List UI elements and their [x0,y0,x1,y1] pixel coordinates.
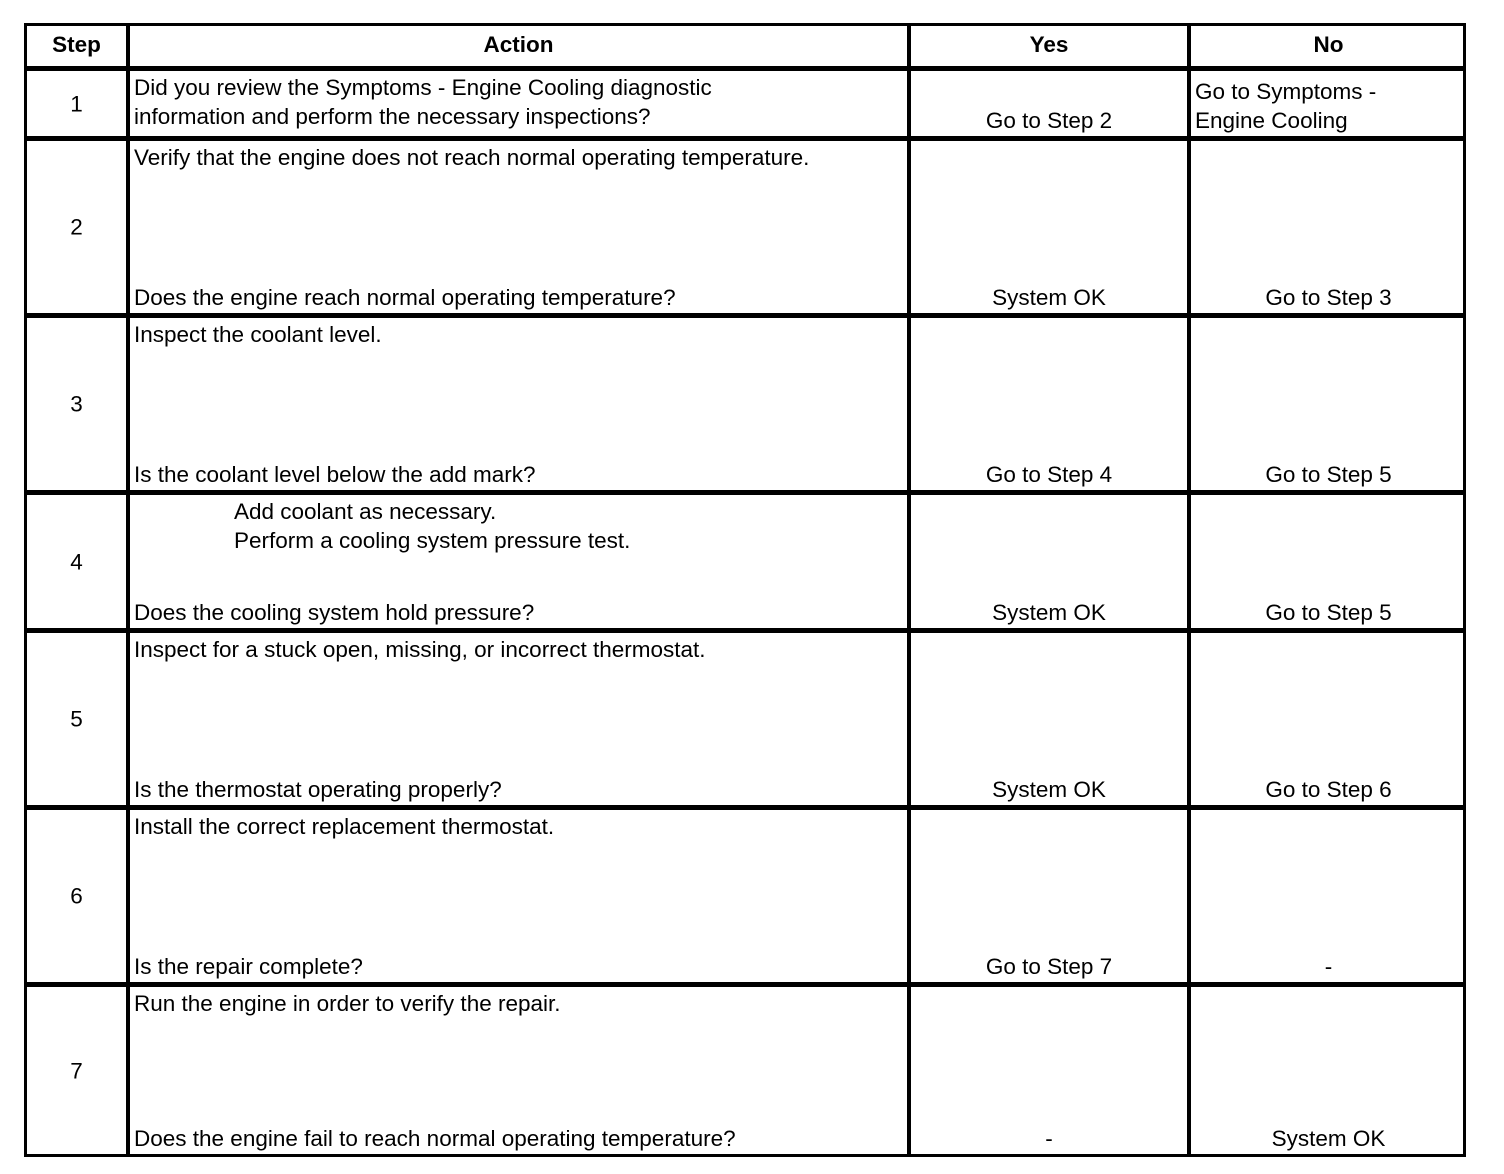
step-number: 4 [70,549,83,574]
action-instruction: Inspect for a stuck open, missing, or incorrect thermostat. [134,637,706,662]
no-cell [1187,495,1466,628]
yes-cell [907,495,1187,628]
action-cell [126,318,907,490]
no-cell [1187,141,1466,313]
no-cell [1187,318,1466,490]
action-instruction: Perform a cooling system pressure test. [234,528,631,553]
table-row [27,66,1463,136]
yes-result: System OK [992,777,1106,802]
action-line: information and perform the necessary inspections? [134,104,651,129]
header-no: No [1187,26,1466,66]
yes-result: System OK [992,285,1106,310]
table-row [27,313,1463,490]
action-line: Did you review the Symptoms - Engine Cooling diagnostic [134,75,712,100]
no-result: Go to Step 3 [1265,285,1392,310]
step-number: 5 [70,706,83,732]
step-cell [27,987,126,1154]
no-cell [1187,71,1466,136]
no-result: - [1324,954,1333,979]
table-row [27,490,1463,628]
no-cell [1187,987,1466,1154]
action-cell [126,633,907,805]
action-instruction: Verify that the engine does not reach normal operating temperature. [134,145,810,170]
yes-result: System OK [992,600,1106,625]
no-result: Go to Step 5 [1265,462,1392,487]
table-row [27,628,1463,805]
yes-result: Go to Step 2 [985,108,1113,133]
action-text [134,73,712,131]
action-question: Does the engine reach normal operating temperature? [134,285,676,310]
yes-cell [907,987,1187,1154]
table-row [27,136,1463,313]
yes-result: Go to Step 4 [985,462,1113,487]
step-cell [27,810,126,982]
yes-cell [907,633,1187,805]
yes-cell [907,810,1187,982]
step-cell [27,318,126,490]
no-result: Go to Step 5 [1265,600,1392,625]
yes-cell [907,141,1187,313]
header-step: Step [52,32,101,57]
no-result-line: Go to Symptoms - [1195,79,1377,104]
table-row [27,805,1463,982]
action-question: Is the thermostat operating properly? [134,777,502,802]
action-question: Does the cooling system hold pressure? [134,600,535,625]
action-cell [126,71,907,136]
table-row [27,982,1463,1154]
no-result [1195,77,1376,135]
yes-cell [907,71,1187,136]
no-result-line: Engine Cooling [1195,108,1348,133]
diagnostic-table [24,23,1466,1157]
action-instruction: Add coolant as necessary. [234,499,497,524]
action-cell [126,810,907,982]
no-result: System OK [1271,1126,1386,1151]
step-number: 6 [70,883,83,909]
action-question: Is the coolant level below the add mark? [134,462,536,487]
step-number: 2 [70,214,83,240]
yes-result: Go to Step 7 [985,954,1113,979]
step-cell [27,141,126,313]
action-instruction: Run the engine in order to verify the repair. [134,991,561,1016]
table-header-row [27,26,1463,66]
step-number: 3 [70,391,83,417]
action-instruction: Install the correct replacement thermostat. [134,814,555,839]
action-instruction: Inspect the coolant level. [134,322,382,347]
header-yes: Yes [907,26,1187,66]
step-number: 7 [70,1058,83,1083]
step-cell [27,633,126,805]
no-cell [1187,810,1466,982]
yes-result: - [1045,1126,1053,1151]
action-instruction-list [234,497,630,555]
step-cell [27,71,126,136]
action-question: Does the engine fail to reach normal operating temperature? [134,1126,736,1151]
no-cell [1187,633,1466,805]
action-cell [126,987,907,1154]
action-cell [126,141,907,313]
no-result: Go to Step 6 [1265,777,1392,802]
step-number: 1 [70,91,83,116]
action-question: Is the repair complete? [134,954,363,979]
action-cell [126,495,907,628]
header-action: Action [126,26,907,66]
yes-cell [907,318,1187,490]
step-cell [27,495,126,628]
